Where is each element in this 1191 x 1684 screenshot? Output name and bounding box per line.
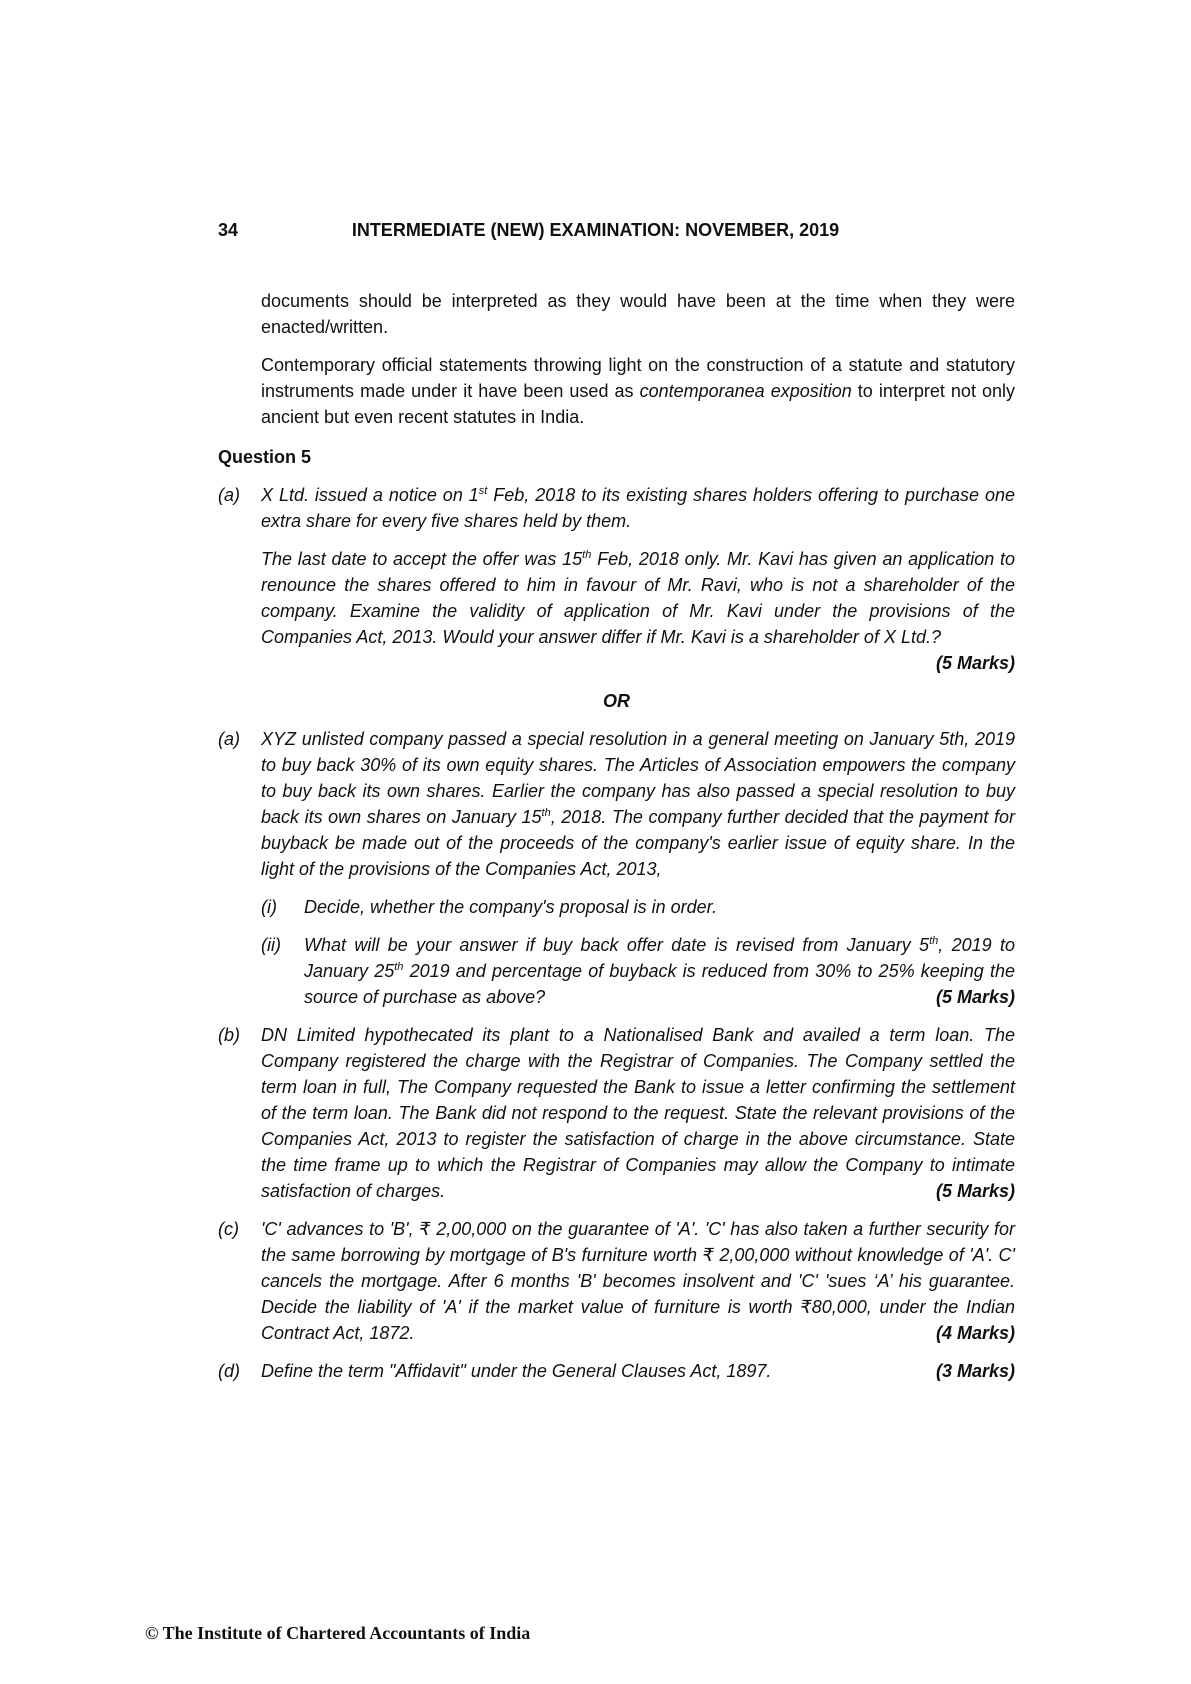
sub-item-i [261,894,1015,920]
intro-paragraph-2: Contemporary official statements throwing light on the construction of a statute and statutory instruments made under it have been used as contemporanea exposition to interpret not only ancient but even recent statutes in India. [261,355,1016,427]
item-label: (a) [218,485,240,505]
item-text [261,726,1015,1010]
item-text: Define the term "Affidavit" under the General Clauses Act, 1897. (3 Marks) [261,1358,1015,1384]
item-paragraph: X Ltd. issued a notice on 1st Feb, 2018 to its existing shares holders offering to purchase one extra share for every five shares held by them. [261,485,1015,531]
item-text: DN Limited hypothecated its plant to a Nationalised Bank and availed a term loan. The Company registered the charge with the Registrar of Companies. The Company settled the term loan in full, The Company requested the Bank to issue a letter confirming the settlement of the term loan. The Bank did not respond to the request. State the relevant provisions of the Companies Act, 2013 to register the satisfaction of charge in the above circumstance. State the time frame up to which the Registrar of Companies may allow the Company to intimate satisfaction of charges. (5 Marks) [261,1022,1015,1204]
sub-item-text: What will be your answer if buy back offer date is revised from January 5th, 2019 to January 25th 2019 and percentage of buyback is reduced from 30% to 25% keeping the source of purchase as above? (5 Marks) [304,932,1015,1010]
sub-item-label: (ii) [261,935,281,955]
item-label: (a) [218,729,240,749]
item-label: (d) [218,1361,240,1381]
item-label: (c) [218,1219,239,1239]
item-paragraph: The last date to accept the offer was 15th Feb, 2018 only. Mr. Kavi has given an application to renounce the shares offered to him in favour of Mr. Ravi, who is not a shareholder of the company. Examine the validity of application of Mr. Kavi under the provisions of the Companies Act, 2013. Would your answer differ if Mr. Kavi is a shareholder of X Ltd.? (5 Marks) [261,546,1015,650]
marks-label: (5 Marks) [935,653,1015,673]
sub-item-ii [261,932,1015,1010]
marks-label: (3 Marks) [935,1361,1015,1381]
sub-item-label: (i) [261,897,277,917]
page-content [218,288,1015,1396]
or-separator: OR [603,691,630,711]
marks-label: (4 Marks) [935,1323,1015,1343]
question-item-b [218,1022,1015,1204]
marks-label: (5 Marks) [935,1181,1015,1201]
question-item-d [218,1358,1015,1384]
marks-label: (5 Marks) [935,987,1015,1007]
page-header [0,220,1191,244]
question-item-a-alt [218,726,1015,1010]
page-number: 34 [218,220,239,240]
latin-term: contemporanea exposition [639,381,852,401]
copyright-footer: © The Institute of Chartered Accountants of India [145,1623,531,1643]
sub-item-text: Decide, whether the company's proposal is in order. [304,897,717,917]
question-heading: Question 5 [218,447,312,467]
exam-title: INTERMEDIATE (NEW) EXAMINATION: NOVEMBER, 2019 [351,220,840,240]
intro-paragraph-1: documents should be interpreted as they would have been at the time when they were enacted/written. [261,291,1015,337]
item-text: 'C' advances to 'B', ₹ 2,00,000 on the guarantee of 'A'. 'C' has also taken a further security for the same borrowing by mortgage of B's furniture worth ₹ 2,00,000 without knowledge of 'A'. C' cancels the mortgage. After 6 months 'B' becomes insolvent and 'C' 'sues ‘A’ his guarantee. Decide the liability of 'A' if the market value of furniture is worth ₹80,000, under the Indian Contract Act, 1872. (4 Marks) [261,1216,1015,1346]
item-text [261,482,1015,676]
item-label: (b) [218,1025,240,1045]
question-item-a [218,482,1015,676]
question-item-c [218,1216,1015,1346]
item-paragraph: XYZ unlisted company passed a special resolution in a general meeting on January 5th, 2019 to buy back 30% of its own equity shares. The Articles of Association empowers the company to buy back its own shares. Earlier the company has also passed a special resolution to buy back its own shares on January 15th, 2018. The company further decided that the payment for buyback be made out of the proceeds of the company's earlier issue of equity share. In the light of the provisions of the Companies Act, 2013, [261,729,1016,879]
